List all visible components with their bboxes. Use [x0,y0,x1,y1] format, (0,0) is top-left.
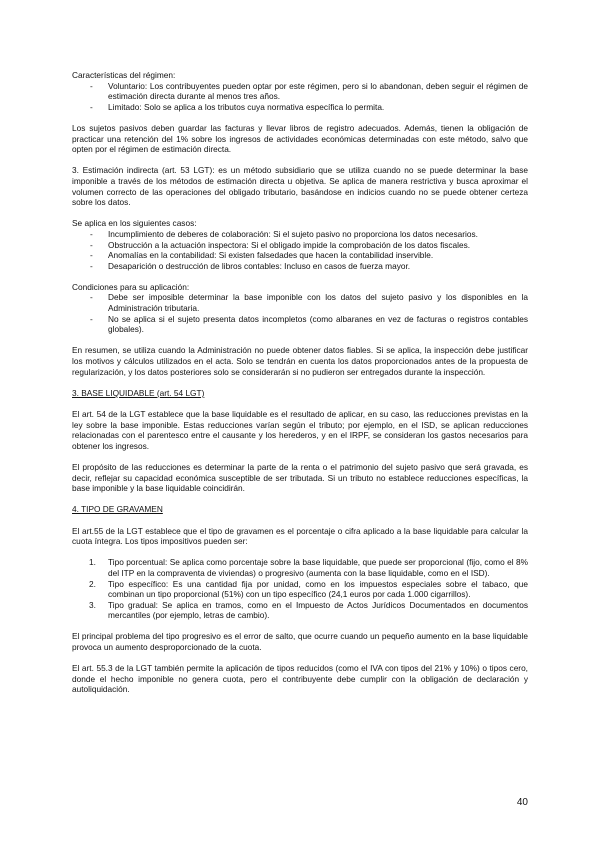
tipos-list [72,557,528,621]
dash-marker: - [90,101,93,112]
dash-marker: - [90,250,93,261]
condiciones-title: Condiciones para su aplicación: [72,281,190,292]
list-item-text: Tipo gradual: Se aplica en tramos, como en el Impuesto de Actos Jurídicos Documentados en documentos mercantiles (por ejemplo, letras de cambio). [108,599,528,621]
dash-marker: - [90,260,93,271]
dash-marker: - [90,313,93,324]
list-item-text: Incumplimiento de deberes de colaboración: Si el sujeto pasivo no proporciona los datos necesarios. [108,228,478,239]
number-marker: 2. [89,578,96,589]
dash-marker: - [90,239,93,250]
casos-title: Se aplica en los siguientes casos: [72,218,197,229]
dash-marker: - [90,292,93,303]
paragraph-sujetos: Los sujetos pasivos deben guardar las facturas y llevar libros de registro adecuados. Además, tienen la obligación de practicar una retención del 1% sobre los ingresos de actividades económicas determinadas con este método, salvo que opten por el régimen de estimación directa. [72,122,528,155]
paragraph-art55: El art.55 de la LGT establece que el tipo de gravamen es el porcentaje o cifra aplicado a la base liquidable para calcular la cuota íntegra. Los tipos impositivos pueden ser: [72,525,528,547]
paragraph-problema: El principal problema del tipo progresivo es el error de salto, que ocurre cuando un pequeño aumento en la base liquidable provoca un aumento desproporcionado de la cuota. [72,631,528,653]
list-item [72,314,528,335]
caracteristicas-title: Características del régimen: [72,70,176,80]
heading-tipo-gravamen: 4. TIPO DE GRAVAMEN [72,504,163,515]
dash-marker: - [90,80,93,91]
list-item [72,229,528,240]
paragraph-proposito: El propósito de las reducciones es determinar la parte de la renta o el patrimonio del sujeto pasivo que será gravada, es decir, reflejar su capacidad económica susceptible de ser tributada. Si un tributo no establece reducciones específicas, la base imponible y la base liquidable coincidirán. [72,461,528,494]
list-item [72,600,528,621]
paragraph-art54: El art. 54 de la LGT establece que la base liquidable es el resultado de aplicar, en su caso, las reducciones previstas en la ley sobre la base imponible. Estas reducciones varían según el tributo; por ejemplo, en el ISD, se aplican reducciones relacionadas con el parentesco entre el causante y los herederos, y en el IRPF, se consideran los gastos necesarios para obtener los ingresos. [72,409,528,451]
list-item [72,81,528,102]
heading-base-liquidable: 3. BASE LIQUIDABLE (art. 54 LGT) [72,387,205,398]
list-item [72,261,528,272]
list-item-text: Anomalías en la contabilidad: Si existen falsedades que hacen la contabilidad inservible. [108,250,434,261]
paragraph-art55-3: El art. 55.3 de la LGT también permite la aplicación de tipos reducidos (como el IVA con tipos del 21% y 10%) o tipos cero, donde el hecho imponible no genera cuota, pero el contribuyente debe cumplir con la obligación de declaración y autoliquidación. [72,663,528,695]
list-item [72,250,528,261]
number-marker: 3. [89,599,96,610]
list-item [72,557,528,578]
list-item-text: Tipo específico: Es una cantidad fija por unidad, como en los impuestos especiales sobre el tabaco, que combinan un tipo proporcional (51%) con un tipo específico (24,1 euros por cada 1.000 cigarrillos). [108,578,528,600]
list-item [72,292,528,313]
casos-list [72,229,528,271]
list-item-text: Limitado: Solo se aplica a los tributos cuya normativa específica lo permita. [108,101,385,112]
page-number: 40 [516,797,528,808]
list-item [72,102,528,113]
list-item-text: Desaparición o destrucción de libros contables: Incluso en casos de fuerza mayor. [108,260,411,271]
dash-marker: - [90,228,93,239]
list-item-text: No se aplica si el sujeto presenta datos incompletos (como albaranes en vez de facturas o registros contables globales). [108,313,528,335]
paragraph-estimacion-indirecta: 3. Estimación indirecta (art. 53 LGT): es un método subsidiario que se utiliza cuando no se puede determinar la base imponible a través de los métodos de estimación directa u objetiva. Se aplica de manera restrictiva y busca aproximar el volumen correcto de las operaciones del obligado tributario, basándose en indicios cuando no se puede obtener certeza sobre los datos. [72,165,528,208]
list-item-text: Tipo porcentual: Se aplica como porcentaje sobre la base liquidable, que puede ser proporcional (fijo, como el 8% del ITP en la compraventa de viviendas) o progresivo (aumenta con la base liquidable, como en el ISD). [108,557,528,578]
condiciones-list [72,292,528,334]
document-body [72,70,528,695]
number-marker: 1. [89,557,96,568]
paragraph-resumen: En resumen, se utiliza cuando la Administración no puede obtener datos fiables. Si se aplica, la inspección debe justificar los motivos y cálculos utilizados en el acta. Solo se tendrán en cuenta los datos proporcionados antes de la propuesta de regularización, y los datos posteriores solo se considerarán si no pudieron ser entregados durante la inspección. [72,345,528,377]
list-item [72,579,528,600]
caracteristicas-list [72,81,528,113]
list-item [72,240,528,251]
list-item-text: Debe ser imposible determinar la base imponible con los datos del sujeto pasivo y los disponibles en la Administración tributaria. [108,292,528,314]
list-item-text: Voluntario: Los contribuyentes pueden optar por este régimen, pero si lo abandonan, deben seguir el régimen de estimación directa durante al menos tres años. [108,80,528,102]
list-item-text: Obstrucción a la actuación inspectora: Si el obligado impide la comprobación de los datos fiscales. [108,239,471,250]
